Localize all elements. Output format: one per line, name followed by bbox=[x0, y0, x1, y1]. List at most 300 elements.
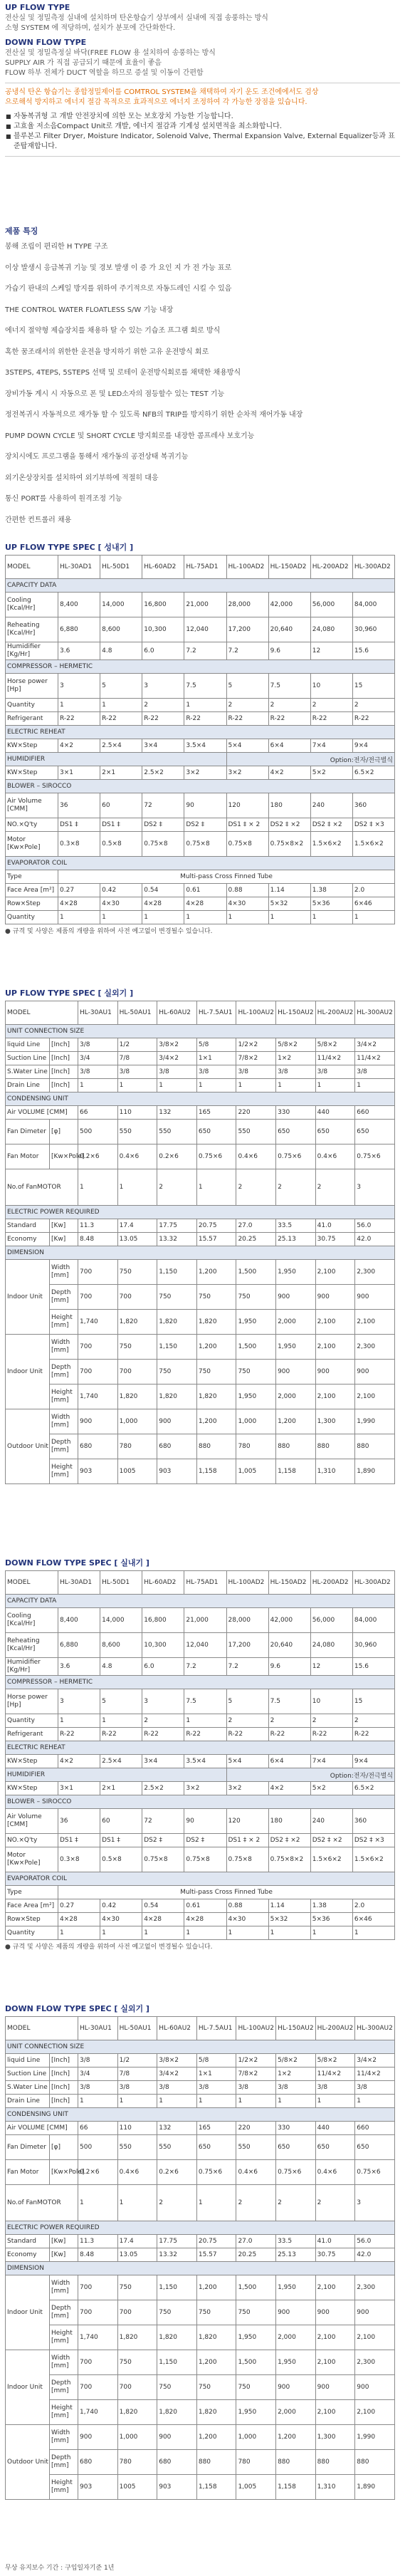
cell: 900 bbox=[355, 1285, 395, 1310]
table-row bbox=[6, 2375, 395, 2400]
row-label: Depth [mm] bbox=[50, 2375, 78, 2400]
row-label: Suction Line bbox=[6, 1052, 50, 1065]
col-header: HL-300AD2 bbox=[352, 556, 394, 579]
row-label: Face Area [m²] bbox=[6, 1899, 58, 1913]
cell: 2.5×4 bbox=[100, 739, 142, 753]
row-label: Refrigerant bbox=[6, 712, 58, 726]
cell: 28,000 bbox=[226, 593, 268, 617]
cell: 10 bbox=[310, 674, 352, 699]
cell: 1 bbox=[315, 2095, 355, 2108]
cell: 700 bbox=[78, 1335, 118, 1360]
section-label: ELECTRIC POWER REQUIRED bbox=[6, 1206, 395, 1219]
section-row bbox=[6, 780, 395, 793]
table-row bbox=[6, 2122, 395, 2135]
cell: 5/8×2 bbox=[315, 1038, 355, 1052]
cell: 1005 bbox=[117, 2475, 157, 2500]
cell: 2,300 bbox=[355, 1260, 395, 1285]
table-row bbox=[6, 897, 395, 911]
cell: 1 bbox=[78, 2185, 118, 2221]
cell: 3/4 bbox=[78, 2067, 118, 2081]
cell: 900 bbox=[276, 1360, 316, 1385]
cell: 2 bbox=[268, 699, 310, 712]
down-flow-indoor-section bbox=[5, 1557, 395, 1951]
cell: 903 bbox=[157, 2475, 197, 2500]
cell: 1 bbox=[184, 1714, 226, 1728]
section-label: HUMIDIFIER bbox=[6, 1768, 227, 1782]
table-row bbox=[6, 884, 395, 897]
cell: 1,740 bbox=[78, 1385, 118, 1409]
cell: 1 bbox=[226, 1926, 268, 1940]
cell: 903 bbox=[78, 2475, 118, 2500]
table-row bbox=[6, 1728, 395, 1741]
row-label: KW×Step bbox=[6, 1755, 58, 1768]
row-label: No.of FanMOTOR bbox=[6, 1169, 78, 1206]
table-header-row bbox=[6, 556, 395, 579]
cell: 1,000 bbox=[236, 1409, 276, 1434]
cell: 900 bbox=[276, 2300, 316, 2325]
section-label: EVAPORATOR COIL bbox=[6, 1872, 395, 1886]
cell: 700 bbox=[117, 1285, 157, 1310]
cell: 2,100 bbox=[315, 2325, 355, 2350]
cell: 0.75×8 bbox=[142, 1847, 184, 1872]
t2-title: UP FLOW TYPE SPEC [ 실외기 ] bbox=[5, 989, 134, 998]
cell: 1,200 bbox=[196, 2425, 236, 2450]
cell: 1,200 bbox=[196, 1260, 236, 1285]
cell: DS2 ‡ bbox=[142, 1834, 184, 1847]
cell: 1,820 bbox=[117, 2400, 157, 2425]
row-unit: [Inch] bbox=[50, 2054, 78, 2067]
cell: 1,000 bbox=[117, 2425, 157, 2450]
cell: 1,820 bbox=[117, 1310, 157, 1335]
cell: 900 bbox=[276, 2375, 316, 2400]
cell: 3 bbox=[142, 674, 184, 699]
cell: R-22 bbox=[142, 712, 184, 726]
cell: 27.0 bbox=[236, 1219, 276, 1233]
cell: 24,080 bbox=[310, 617, 352, 642]
cell: 750 bbox=[236, 2300, 276, 2325]
cell: 5/8 bbox=[196, 2054, 236, 2067]
cell: 21,000 bbox=[184, 593, 226, 617]
row-label: Motor [Kw×Pole] bbox=[6, 1847, 58, 1872]
cell: 2.0 bbox=[352, 1899, 394, 1913]
table-row bbox=[6, 1434, 395, 1459]
intro-line-1: 전산실 및 정밀측정 실내에 설치하며 탄온항습기 상부에서 실내에 직접 송풍하는 방식 bbox=[5, 14, 268, 22]
cell: 220 bbox=[236, 1106, 276, 1120]
row-label: KW×Step bbox=[6, 739, 58, 753]
cell: 900 bbox=[315, 1285, 355, 1310]
cell: 1,200 bbox=[196, 2350, 236, 2375]
cell: R-22 bbox=[184, 712, 226, 726]
row-label: Depth [mm] bbox=[50, 1434, 78, 1459]
cell: 550 bbox=[236, 1120, 276, 1144]
section-row bbox=[6, 660, 395, 674]
cell: 3×1 bbox=[58, 766, 100, 780]
cell: 1 bbox=[310, 1926, 352, 1940]
cell: 900 bbox=[315, 1360, 355, 1385]
cell: 880 bbox=[276, 1434, 316, 1459]
cell: 3×2 bbox=[184, 1782, 226, 1795]
section-label: DIMENSION bbox=[6, 1246, 395, 1260]
table-row bbox=[6, 1658, 395, 1676]
down-flow-outdoor-spec-table bbox=[5, 2016, 395, 2500]
cell: 20,640 bbox=[268, 617, 310, 642]
cell: 1.5×6×2 bbox=[310, 832, 352, 857]
cell: 750 bbox=[117, 2275, 157, 2300]
cell: 0.75×8×2 bbox=[268, 1847, 310, 1872]
cell: 8,600 bbox=[100, 617, 142, 642]
cell: 1,158 bbox=[196, 1459, 236, 1484]
cell: 5×4 bbox=[226, 739, 268, 753]
cell: 3/8 bbox=[117, 2081, 157, 2095]
section-row bbox=[6, 1206, 395, 1219]
cell: 780 bbox=[117, 1434, 157, 1459]
cell: 14,000 bbox=[100, 593, 142, 617]
features bbox=[5, 225, 400, 531]
row-label: Depth [mm] bbox=[50, 1360, 78, 1385]
table-row bbox=[6, 617, 395, 642]
cell: 4×2 bbox=[58, 739, 100, 753]
cell: 5/8×2 bbox=[276, 1038, 316, 1052]
section-row bbox=[6, 1246, 395, 1260]
cell: 4×2 bbox=[268, 1782, 310, 1795]
row-label: Quantity bbox=[6, 699, 58, 712]
cell: 9.6 bbox=[268, 642, 310, 660]
cell: 2.0 bbox=[352, 884, 394, 897]
cell: 8,400 bbox=[58, 593, 100, 617]
cell: 42,000 bbox=[268, 1608, 310, 1633]
section-label: ELECTRIC POWER REQUIRED bbox=[6, 2221, 395, 2235]
cell: 60 bbox=[100, 793, 142, 818]
cell: 2 bbox=[310, 699, 352, 712]
cell: 8,400 bbox=[58, 1608, 100, 1633]
section-row bbox=[6, 2108, 395, 2122]
cell: 1,820 bbox=[157, 2325, 197, 2350]
row-label: Humidifier [Kg/Hr] bbox=[6, 1658, 58, 1676]
row-label: Air VOLUME [CMM] bbox=[6, 1106, 78, 1120]
cell: 30.75 bbox=[315, 2248, 355, 2262]
cell: 3×1 bbox=[58, 1782, 100, 1795]
cell: 0.4×6 bbox=[117, 1144, 157, 1169]
cell: 30,960 bbox=[352, 617, 394, 642]
cell: 120 bbox=[226, 793, 268, 818]
cell: 8.48 bbox=[78, 2248, 118, 2262]
cell: 1,500 bbox=[236, 1260, 276, 1285]
group-label: Indoor Unit bbox=[6, 1260, 50, 1335]
row-unit: [Inch] bbox=[50, 1079, 78, 1093]
cell: 25.13 bbox=[276, 2248, 316, 2262]
cell: 5 bbox=[226, 1689, 268, 1714]
table-row bbox=[6, 2067, 395, 2081]
cell: 750 bbox=[236, 2375, 276, 2400]
table-row bbox=[6, 1847, 395, 1872]
row-label: Width [mm] bbox=[50, 1409, 78, 1434]
table-row bbox=[6, 699, 395, 712]
table-row bbox=[6, 1219, 395, 1233]
cell: 2,100 bbox=[315, 1335, 355, 1360]
cell: 20.25 bbox=[236, 2248, 276, 2262]
cell: 0.75×6 bbox=[355, 1144, 395, 1169]
cell: 1 bbox=[100, 1926, 142, 1940]
note-line-1: 공냉식 탄온 항습기는 종합정밀제어를 COMTROL SYSTEM을 채택하여 자기 운도 조건에에서도 검상 bbox=[5, 88, 319, 96]
table-row bbox=[6, 1834, 395, 1847]
cell: 7.5 bbox=[184, 674, 226, 699]
cell: 1,820 bbox=[117, 2325, 157, 2350]
cell: 1,990 bbox=[355, 2425, 395, 2450]
cell: 650 bbox=[355, 2135, 395, 2160]
feature-item: 가습기 판내의 스케일 방지를 위하여 주기적으로 자동드레인 시킬 수 있음 bbox=[5, 285, 232, 293]
col-header: HL-7.5AU1 bbox=[196, 2017, 236, 2040]
col-header: HL-75AD1 bbox=[184, 556, 226, 579]
row-label: S.Water Line bbox=[6, 1065, 50, 1079]
cell: 750 bbox=[157, 2300, 197, 2325]
row-label: Reheating [Kcal/Hr] bbox=[6, 617, 58, 642]
cell: 1,150 bbox=[157, 1335, 197, 1360]
cell: 0.88 bbox=[226, 884, 268, 897]
cell: 17.75 bbox=[157, 2235, 197, 2248]
cell: 0.61 bbox=[184, 884, 226, 897]
cell: 700 bbox=[117, 2375, 157, 2400]
cell: 5×4 bbox=[226, 1755, 268, 1768]
cell: 56,000 bbox=[310, 593, 352, 617]
cell: 6×46 bbox=[352, 897, 394, 911]
cell: 0.2×6 bbox=[157, 1144, 197, 1169]
cell: 900 bbox=[355, 2300, 395, 2325]
cell: 7.2 bbox=[184, 642, 226, 660]
cell: 9×4 bbox=[352, 739, 394, 753]
cell: 2 bbox=[352, 699, 394, 712]
cell: 1.38 bbox=[310, 884, 352, 897]
table-row bbox=[6, 818, 395, 832]
cell: 1 bbox=[196, 2095, 236, 2108]
table-row bbox=[6, 1144, 395, 1169]
row-label: Air Volume [CMM] bbox=[6, 793, 58, 818]
row-span-value: Multi-pass Cross Finned Tube bbox=[58, 870, 395, 884]
cell: 1×1 bbox=[196, 2067, 236, 2081]
section-label: HUMIDIFIER bbox=[6, 753, 227, 766]
cell: 0.42 bbox=[100, 1899, 142, 1913]
cell: 1,200 bbox=[276, 2425, 316, 2450]
intro2-line-1: 전산실 및 정밀측정실 바닥(FREE FLOW 용 설치하여 송풍하는 방식 bbox=[5, 49, 216, 57]
cell: 0.42 bbox=[100, 884, 142, 897]
cell: 440 bbox=[315, 1106, 355, 1120]
table-row bbox=[6, 2081, 395, 2095]
cell: 0.75×6 bbox=[276, 2160, 316, 2185]
table-row bbox=[6, 2054, 395, 2067]
cell: 6.5×2 bbox=[352, 1782, 394, 1795]
cell: 12,040 bbox=[184, 1633, 226, 1658]
cell: 1 bbox=[157, 2095, 197, 2108]
section-row bbox=[6, 1768, 395, 1782]
cell: 4×28 bbox=[58, 897, 100, 911]
cell: 2 bbox=[236, 1169, 276, 1206]
cell: 0.5×8 bbox=[100, 832, 142, 857]
cell: 1,820 bbox=[196, 1385, 236, 1409]
cell: 2,100 bbox=[315, 2350, 355, 2375]
cell: 1,820 bbox=[117, 1385, 157, 1409]
row-label: Height [mm] bbox=[50, 2325, 78, 2350]
cell: 24,080 bbox=[310, 1633, 352, 1658]
group-label: Outdoor Unit bbox=[6, 2425, 50, 2500]
col-header: HL-50AU1 bbox=[117, 1001, 157, 1025]
col-header: HL-200AU2 bbox=[315, 1001, 355, 1025]
cell: 132 bbox=[157, 1106, 197, 1120]
cell: 220 bbox=[236, 2122, 276, 2135]
table-row bbox=[6, 1782, 395, 1795]
cell: 1 bbox=[100, 911, 142, 924]
up-flow-indoor-section bbox=[5, 541, 395, 935]
cell: 6×4 bbox=[268, 739, 310, 753]
cell: 1 bbox=[58, 1926, 100, 1940]
col-header: HL-100AD2 bbox=[226, 1571, 268, 1595]
cell: 3/4×2 bbox=[355, 2054, 395, 2067]
table-row bbox=[6, 1360, 395, 1385]
cell: 500 bbox=[78, 1120, 118, 1144]
table-row bbox=[6, 593, 395, 617]
cell: DS2 ‡ ×3 bbox=[352, 818, 394, 832]
cell: 550 bbox=[157, 1120, 197, 1144]
section-row bbox=[6, 2262, 395, 2275]
footer: 무상 유지보수 기간 : 구입일자기준 1년 bbox=[5, 2565, 115, 2572]
cell: DS1 ‡ bbox=[100, 1834, 142, 1847]
cell: 1,300 bbox=[315, 1409, 355, 1434]
bullet-item: ■ 자동복귀형 고 개발 안전장치에 의한 모는 보호장치 가능한 기능합니다. bbox=[14, 112, 400, 122]
down-flow-title: DOWN FLOW TYPE bbox=[5, 38, 87, 47]
cell: 1,158 bbox=[276, 2475, 316, 2500]
cell: 2,100 bbox=[315, 1310, 355, 1335]
cell: 15.57 bbox=[196, 2248, 236, 2262]
cell: 15 bbox=[352, 674, 394, 699]
cell: 2,100 bbox=[355, 2400, 395, 2425]
intro-line-2: 소형 SYSTEM 에 적당하며, 설치가 분포에 간단화한다. bbox=[5, 24, 176, 32]
table-row bbox=[6, 2275, 395, 2300]
cell: 5/8×2 bbox=[276, 2054, 316, 2067]
row-label: NO.×Q'ty bbox=[6, 1834, 58, 1847]
cell: 16,800 bbox=[142, 1608, 184, 1633]
cell: 1 bbox=[58, 699, 100, 712]
cell: 28,000 bbox=[226, 1608, 268, 1633]
cell: 3/8 bbox=[236, 2081, 276, 2095]
cell: 750 bbox=[236, 1360, 276, 1385]
cell: 1,500 bbox=[236, 2275, 276, 2300]
cell: 12 bbox=[310, 642, 352, 660]
cell: 5×2 bbox=[310, 766, 352, 780]
cell: 4×2 bbox=[268, 766, 310, 780]
cell: 750 bbox=[117, 1260, 157, 1285]
cell: 240 bbox=[310, 1809, 352, 1834]
row-label: Quantity bbox=[6, 1926, 58, 1940]
cell: 1 bbox=[142, 1926, 184, 1940]
cell: R-22 bbox=[352, 1728, 394, 1741]
cell: 7.2 bbox=[226, 642, 268, 660]
cell: 1 bbox=[100, 1714, 142, 1728]
cell: DS2 ‡ ×2 bbox=[268, 1834, 310, 1847]
cell: 2,000 bbox=[276, 1310, 316, 1335]
cell: 72 bbox=[142, 1809, 184, 1834]
cell: 1 bbox=[184, 1926, 226, 1940]
cell: 1 bbox=[196, 1079, 236, 1093]
cell: 11.3 bbox=[78, 2235, 118, 2248]
cell: 2 bbox=[352, 1714, 394, 1728]
cell: 0.75×6 bbox=[196, 1144, 236, 1169]
cell: 17,200 bbox=[226, 1633, 268, 1658]
cell: 4×30 bbox=[226, 1913, 268, 1926]
cell: 650 bbox=[315, 1120, 355, 1144]
cell: 21,000 bbox=[184, 1608, 226, 1633]
cell: 680 bbox=[157, 2450, 197, 2475]
cell: 680 bbox=[78, 1434, 118, 1459]
cell: 750 bbox=[196, 2300, 236, 2325]
cell: 500 bbox=[78, 2135, 118, 2160]
cell: 1 bbox=[310, 911, 352, 924]
cell: 1 bbox=[196, 2185, 236, 2221]
cell: 0.5×8 bbox=[100, 1847, 142, 1872]
cell: 750 bbox=[117, 2350, 157, 2375]
cell: 780 bbox=[236, 2450, 276, 2475]
cell: 9×4 bbox=[352, 1755, 394, 1768]
cell: 20.75 bbox=[196, 2235, 236, 2248]
cell: 180 bbox=[268, 1809, 310, 1834]
col-header: HL-60AU2 bbox=[157, 1001, 197, 1025]
feature-item: PUMP DOWN CYCLE 및 SHORT CYCLE 방지회로를 내장한 콤프레샤 보호기능 bbox=[5, 432, 255, 440]
cell: 66 bbox=[78, 1106, 118, 1120]
cell: 1×2 bbox=[276, 1052, 316, 1065]
cell: 2,000 bbox=[276, 1385, 316, 1409]
cell: 2,300 bbox=[355, 2350, 395, 2375]
cell: 240 bbox=[310, 793, 352, 818]
cell: 30,960 bbox=[352, 1633, 394, 1658]
cell: 0.4×6 bbox=[236, 2160, 276, 2185]
row-label: Row×Step bbox=[6, 897, 58, 911]
cell: 3 bbox=[58, 1689, 100, 1714]
cell: 0.3×8 bbox=[58, 1847, 100, 1872]
row-label: Face Area [m²] bbox=[6, 884, 58, 897]
table-row bbox=[6, 1169, 395, 1206]
table-row bbox=[6, 766, 395, 780]
cell: 7×4 bbox=[310, 739, 352, 753]
cell: 680 bbox=[78, 2450, 118, 2475]
row-label: Economy bbox=[6, 2248, 50, 2262]
cell: 84,000 bbox=[352, 1608, 394, 1633]
cell: 2 bbox=[142, 1714, 184, 1728]
cell: 650 bbox=[196, 2135, 236, 2160]
cell: 3/8 bbox=[78, 2081, 118, 2095]
cell: 440 bbox=[315, 2122, 355, 2135]
col-header: HL-60AU2 bbox=[157, 2017, 197, 2040]
cell: 4×30 bbox=[100, 897, 142, 911]
row-unit: [Kw] bbox=[50, 1219, 78, 1233]
cell: 1,740 bbox=[78, 2400, 118, 2425]
row-unit: [Kw] bbox=[50, 2235, 78, 2248]
col-header: HL-150AU2 bbox=[276, 2017, 316, 2040]
feature-item: 혹한 꿈조래서의 위한한 운전을 방지하기 위한 고유 운전방식 회로 bbox=[5, 348, 209, 356]
cell: 750 bbox=[196, 1285, 236, 1310]
cell: 1 bbox=[142, 911, 184, 924]
col-header: HL-100AU2 bbox=[236, 1001, 276, 1025]
cell: 60 bbox=[100, 1809, 142, 1834]
cell: 11/4×2 bbox=[355, 2067, 395, 2081]
row-label: Height [mm] bbox=[50, 1385, 78, 1409]
row-label: Motor [Kw×Pole] bbox=[6, 832, 58, 857]
cell: 0.75×6 bbox=[196, 2160, 236, 2185]
cell: 1/2×2 bbox=[236, 2054, 276, 2067]
cell: 5×32 bbox=[268, 1913, 310, 1926]
table-row bbox=[6, 1260, 395, 1285]
cell: 1 bbox=[117, 1169, 157, 1206]
cell: 4×28 bbox=[184, 1913, 226, 1926]
table-row bbox=[6, 1038, 395, 1052]
cell: 750 bbox=[236, 1285, 276, 1310]
section-row bbox=[6, 1795, 395, 1809]
